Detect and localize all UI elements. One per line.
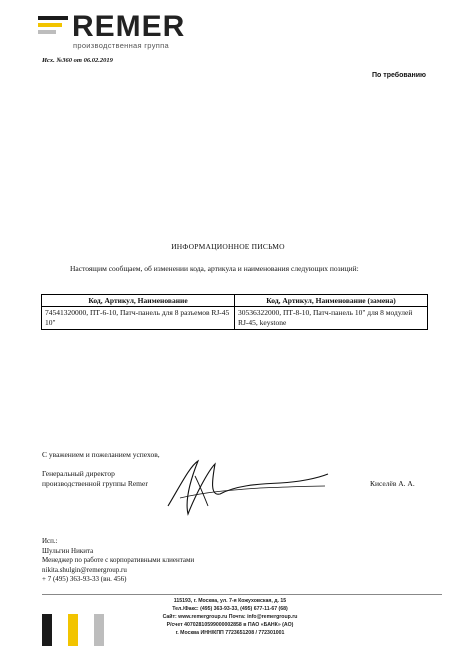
footer-line: 115193, г. Москва, ул. 7-я Кожуховская, д. 15 <box>173 598 287 604</box>
footer-brand-bars-icon <box>42 614 114 646</box>
footer-line: Сайт: www.remergroup.ru Почта: info@remergroup.ru <box>162 614 298 620</box>
codes-table <box>41 294 428 330</box>
contact-position: Менеджер по работе с корпоративными клиентами <box>42 556 195 564</box>
footer-divider <box>42 594 442 595</box>
director-title <box>42 469 148 489</box>
letter-title: ИНФОРМАЦИОННОЕ ПИСЬМО <box>171 242 285 251</box>
table-cell-new: 30536322000, ПТ-8-10, Патч-панель 10" для 8 модулей RJ-45, keystone <box>235 307 428 330</box>
director-name: Киселёв А. А. <box>370 479 415 488</box>
signature-icon <box>160 456 330 516</box>
table-header-old: Код, Артикул, Наименование <box>42 295 235 307</box>
director-line-1: Генеральный директор <box>42 469 115 478</box>
letter-intro: Настоящим сообщаем, об изменении кода, артикула и наименования следующих позиций: <box>70 264 359 273</box>
table-header-new: Код, Артикул, Наименование (замена) <box>235 295 428 307</box>
table-header-row <box>42 295 428 307</box>
contact-block <box>42 537 194 585</box>
footer-address <box>130 597 330 637</box>
table-row <box>42 307 428 330</box>
director-line-2: производственной группы Remer <box>42 479 148 488</box>
contact-name: Шульгин Никита <box>42 546 94 555</box>
table-cell-old: 74541320000, ПТ-6-10, Патч-панель для 8 разъемов RJ-45 10" <box>42 307 235 330</box>
contact-phone: + 7 (495) 363-93-33 (вн. 456) <box>42 575 127 583</box>
on-request-label: По требованию <box>372 72 426 79</box>
footer-line: г. Москва ИНН/КПП 7723651208 / 772301001 <box>175 630 285 636</box>
footer-line: Тел./Факс: (495) 363-93-33, (495) 677-11-67 (68) <box>172 606 288 612</box>
logo-text: REMER <box>72 10 186 43</box>
contact-email[interactable]: nikita.shulgin@remergroup.ru <box>42 565 127 574</box>
logo-mark-icon <box>38 16 68 42</box>
regards-line: С уважением и пожеланием успехов, <box>42 450 160 459</box>
footer-line: Р/счет 40702810599000002858 в ПАО «БАНК» (АО) <box>166 622 294 628</box>
outgoing-number: Исх. №360 от 06.02.2019 <box>42 57 113 64</box>
logo-subtitle: производственная группа <box>73 41 169 50</box>
contact-label: Исп.: <box>42 537 58 545</box>
